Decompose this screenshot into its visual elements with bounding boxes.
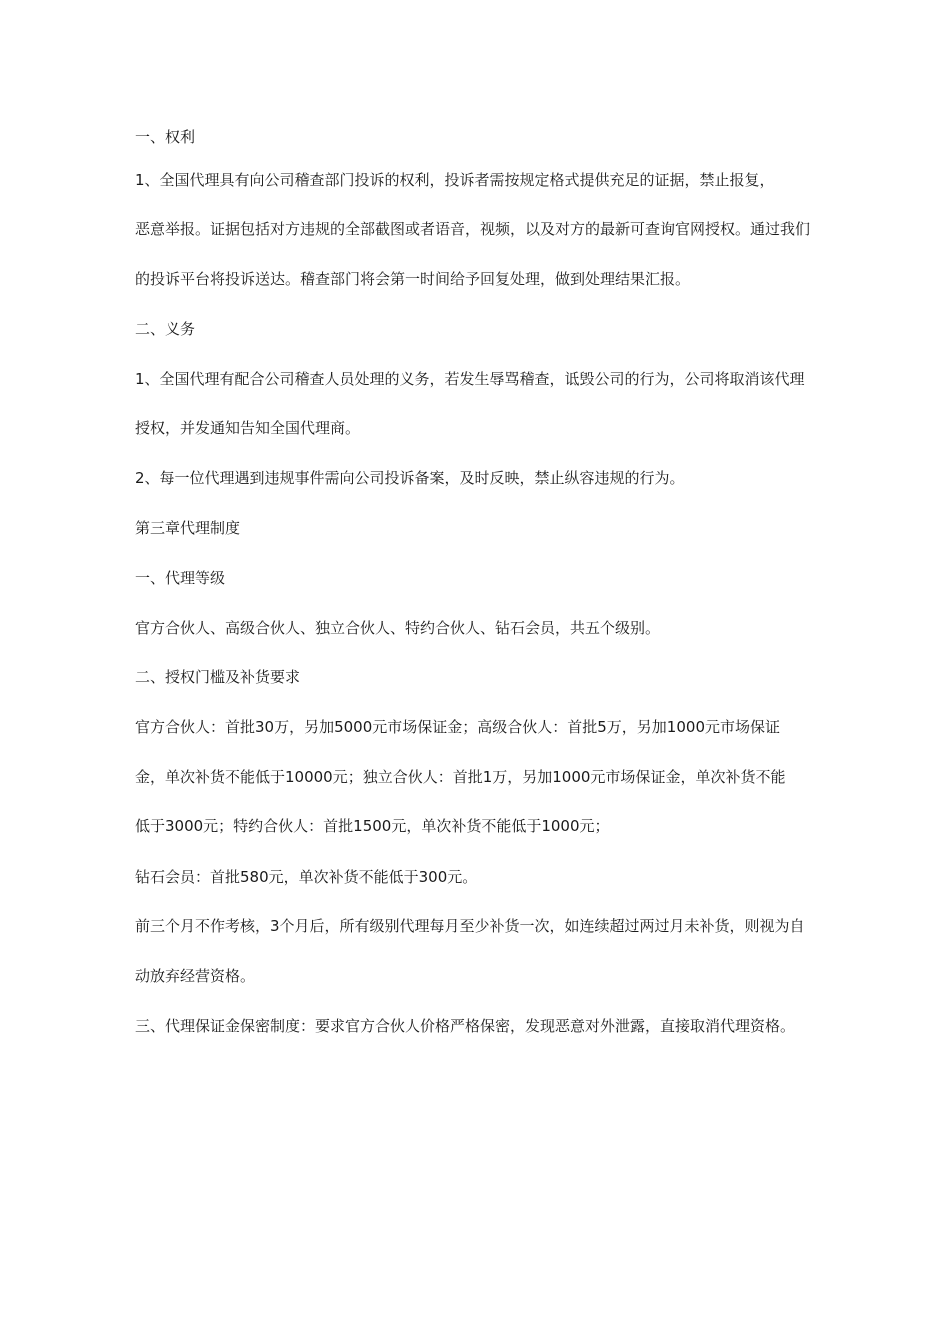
- paragraph-line: 金，单次补货不能低于10000元；独立合伙人：首批1万，另加1000元市场保证金，单次补货不能: [135, 768, 786, 786]
- section-heading-deposit-confidentiality: 三、代理保证金保密制度：要求官方合伙人价格严格保密，发现恶意对外泄露，直接取消代理资格。: [135, 1017, 796, 1035]
- section-heading-agent-levels: 一、代理等级: [135, 569, 226, 587]
- paragraph-line: 2、每一位代理遇到违规事件需向公司投诉备案，及时反映，禁止纵容违规的行为。: [135, 469, 685, 487]
- paragraph-line: 钻石会员：首批580元，单次补货不能低于300元。: [135, 868, 478, 886]
- paragraph-line: 官方合伙人：首批30万，另加5000元市场保证金；高级合伙人：首批5万，另加1000元市场保证: [135, 718, 780, 736]
- paragraph-line: 低于3000元；特约合伙人：首批1500元，单次补货不能低于1000元；: [135, 817, 610, 835]
- paragraph-line: 官方合伙人、高级合伙人、独立合伙人、特约合伙人、钻石会员，共五个级别。: [135, 619, 661, 637]
- section-heading-rights: 一、权利: [135, 128, 196, 146]
- section-heading-obligations: 二、义务: [135, 320, 196, 338]
- paragraph-line: 的投诉平台将投诉送达。稽查部门将会第一时间给予回复处理，做到处理结果汇报。: [135, 270, 691, 288]
- paragraph-line: 前三个月不作考核，3个月后，所有级别代理每月至少补货一次，如连续超过两过月未补货，则视为自: [135, 917, 805, 935]
- paragraph-line: 动放弃经营资格。: [135, 967, 256, 985]
- chapter-heading: 第三章代理制度: [135, 519, 241, 537]
- paragraph-line: 授权，并发通知告知全国代理商。: [135, 419, 361, 437]
- paragraph-line: 恶意举报。证据包括对方违规的全部截图或者语音，视频，以及对方的最新可查询官网授权。通过我们: [135, 220, 811, 238]
- paragraph-line: 1、全国代理具有向公司稽查部门投诉的权利，投诉者需按规定格式提供充足的证据，禁止报复，: [135, 171, 775, 189]
- section-heading-authorization: 二、授权门槛及补货要求: [135, 668, 301, 686]
- paragraph-line: 1、全国代理有配合公司稽查人员处理的义务，若发生辱骂稽查，诋毁公司的行为，公司将取消该代理: [135, 370, 805, 388]
